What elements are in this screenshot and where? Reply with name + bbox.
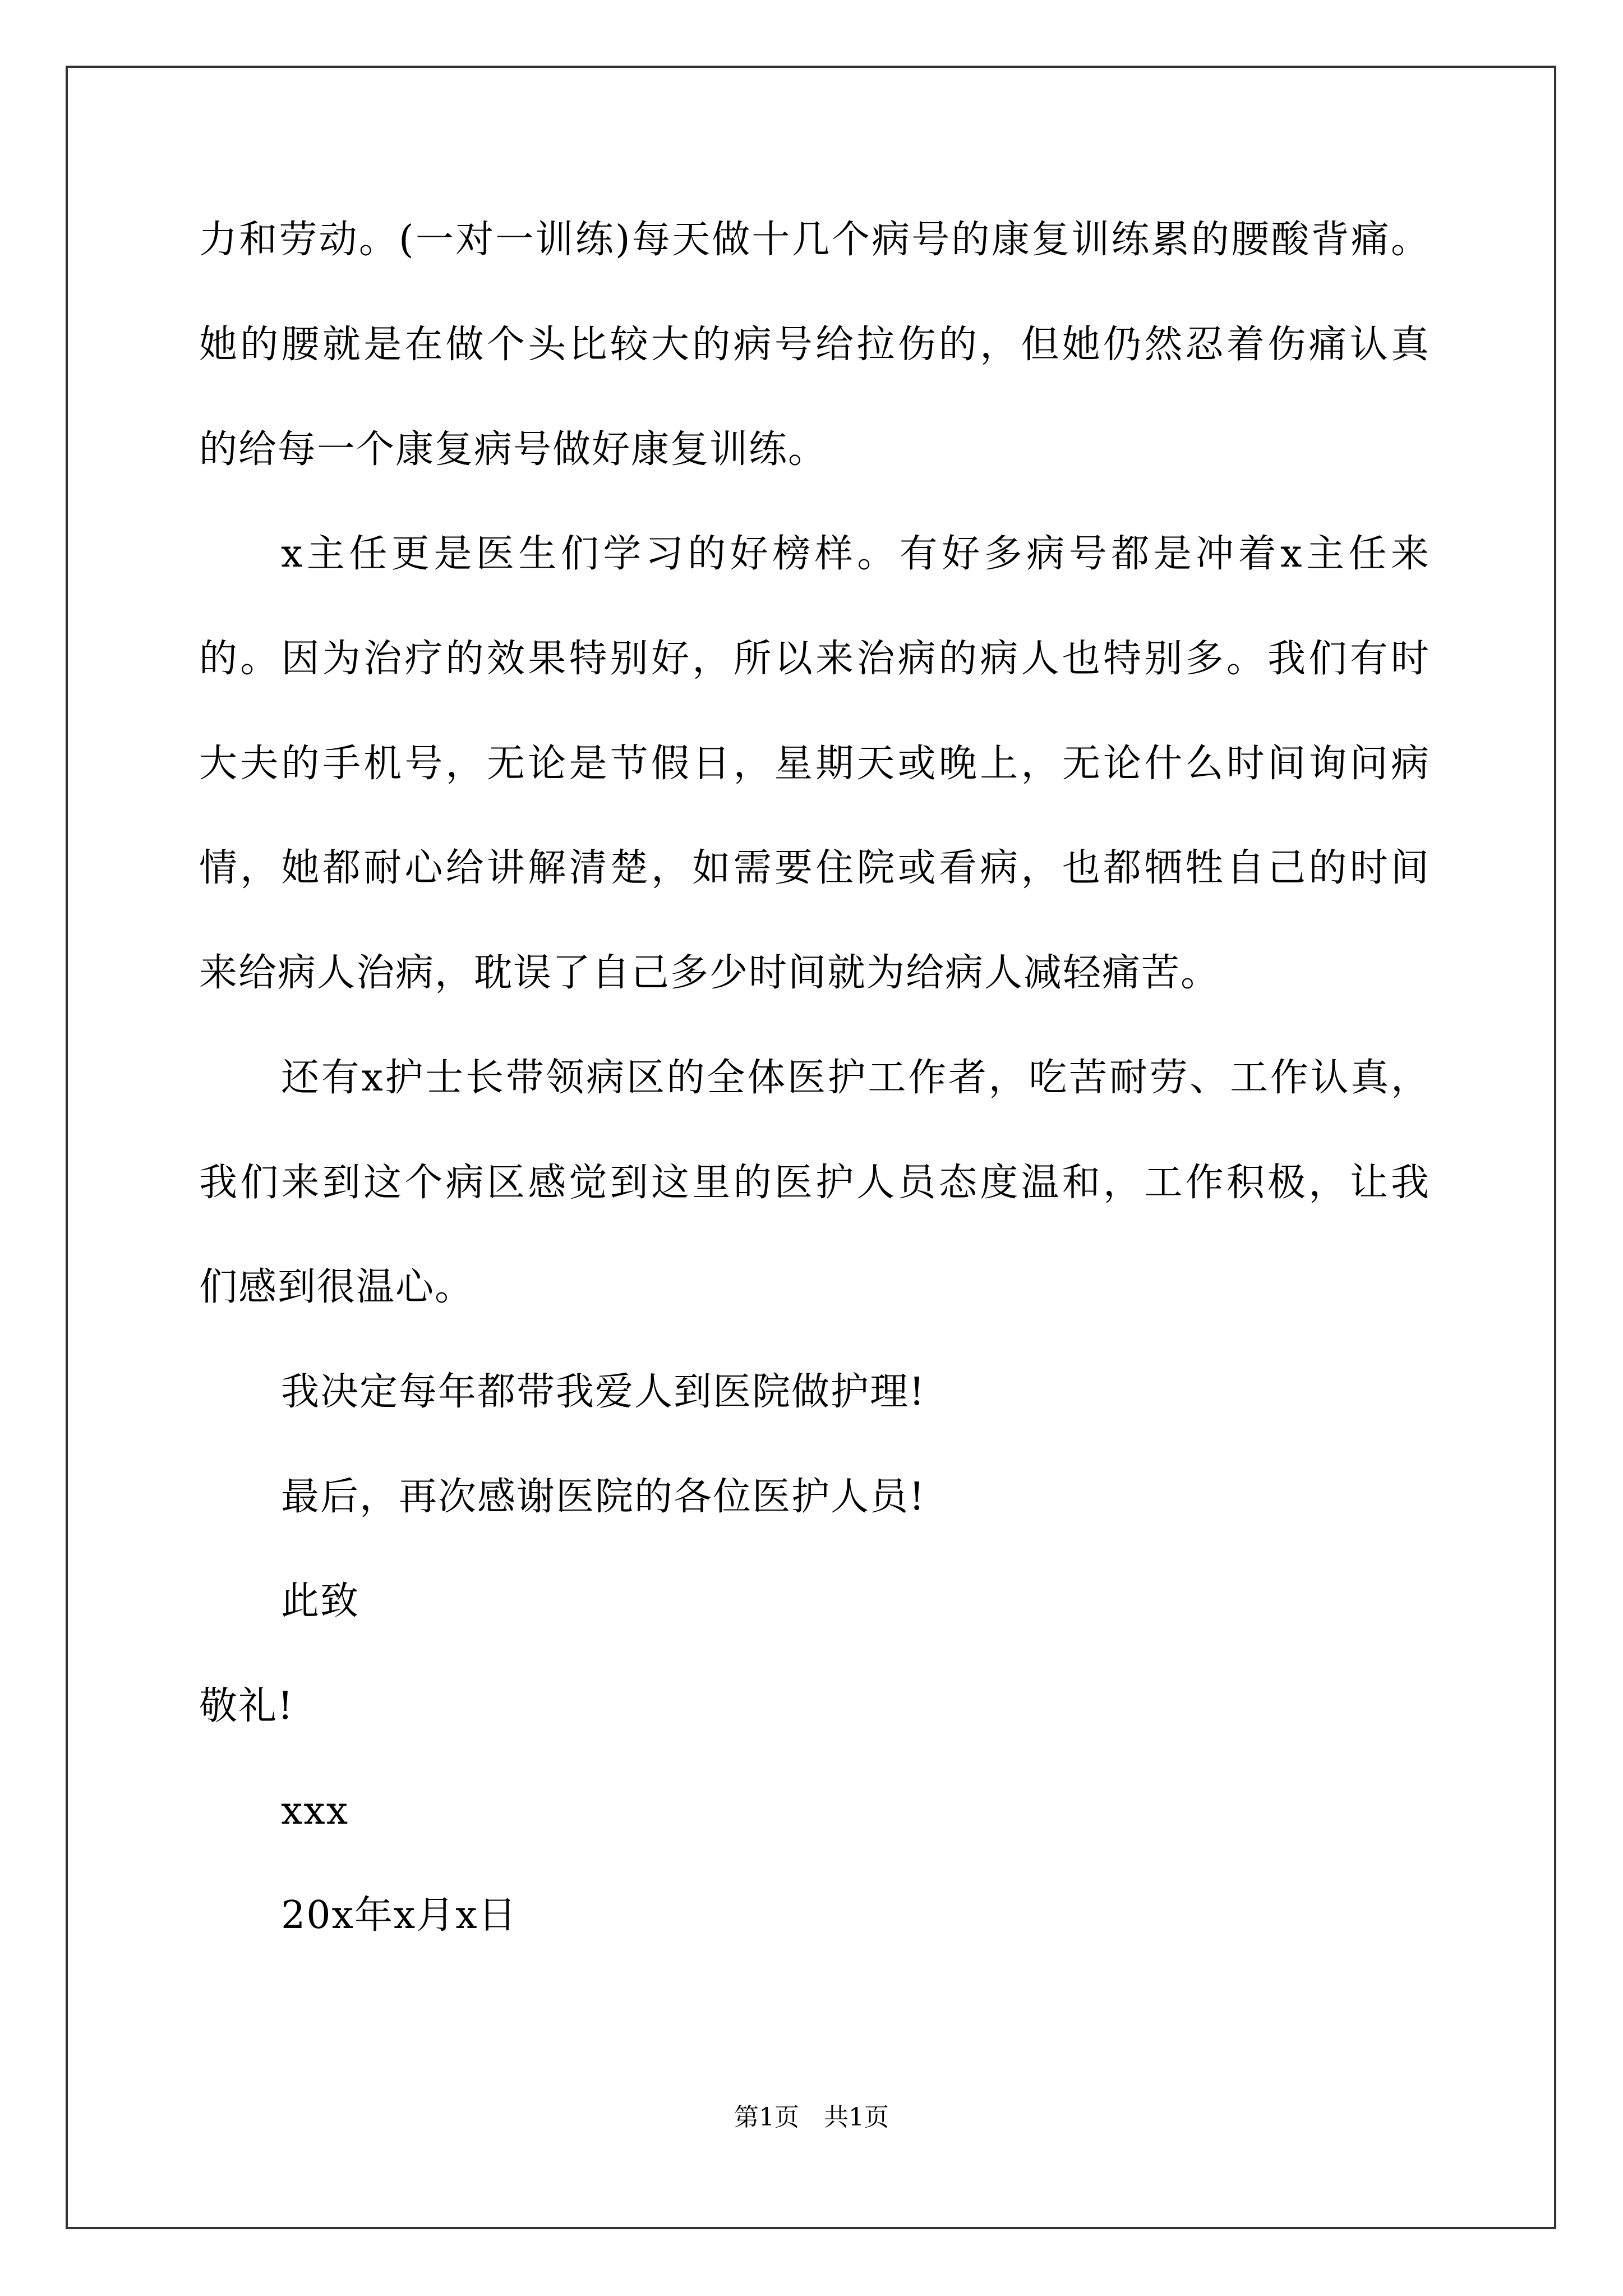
body-line-6: 大夫的手机号，无论是节假日，星期天或晚上，无论什么时间询问病 bbox=[199, 742, 1430, 786]
body-line-7: 情，她都耐心给讲解清楚，如需要住院或看病，也都牺牲自己的时间 bbox=[199, 846, 1430, 890]
date-line: 20x年x月x日 bbox=[281, 1893, 518, 1938]
signature: xxx bbox=[281, 1789, 349, 1833]
salutation-cizhi: 此致 bbox=[281, 1579, 360, 1623]
body-line-4: x主任更是医生们学习的好榜样。有好多病号都是冲着x主任来 bbox=[281, 532, 1430, 576]
body-line-5: 的。因为治疗的效果特别好，所以来治病的病人也特别多。我们有时 bbox=[199, 637, 1430, 681]
body-line-9: 还有x护士长带领病区的全体医护工作者，吃苦耐劳、工作认真， bbox=[281, 1056, 1430, 1100]
body-line-11: 们感到很温心。 bbox=[199, 1265, 474, 1309]
body-line-8: 来给病人治病，耽误了自己多少时间就为给病人减轻痛苦。 bbox=[199, 951, 1220, 995]
body-line-3: 的给每一个康复病号做好康复训练。 bbox=[199, 427, 828, 472]
closing-thanks: 最后，再次感谢医院的各位医护人员! bbox=[281, 1475, 926, 1519]
body-line-10: 我们来到这个病区感觉到这里的医护人员态度温和，工作积极，让我 bbox=[199, 1161, 1430, 1205]
body-line-12: 我决定每年都带我爱人到医院做护理! bbox=[281, 1370, 926, 1414]
body-line-2: 她的腰就是在做个头比较大的病号给拉伤的，但她仍然忍着伤痛认真 bbox=[199, 323, 1430, 367]
salutation-jingli: 敬礼! bbox=[199, 1684, 294, 1728]
body-line-1: 力和劳动。(一对一训练)每天做十几个病号的康复训练累的腰酸背痛。 bbox=[199, 218, 1430, 262]
page-footer: 第1页 共1页 bbox=[734, 2103, 889, 2132]
